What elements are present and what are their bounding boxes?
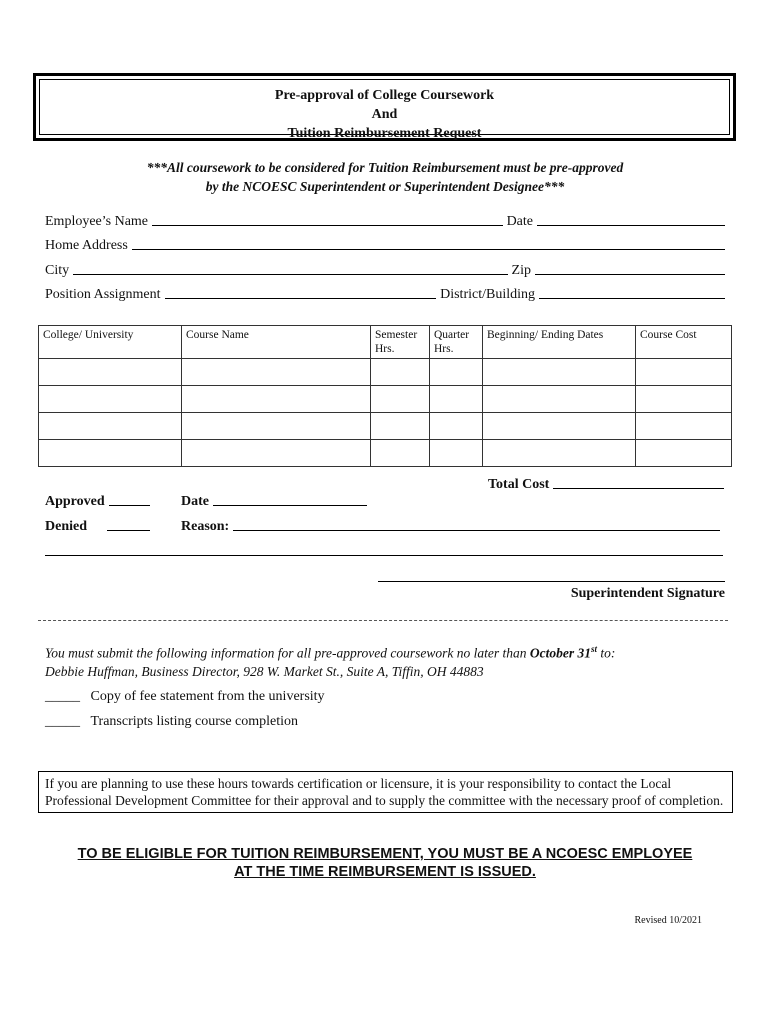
total-cost-field[interactable] (553, 487, 724, 489)
submission-text-post: to: (597, 645, 616, 661)
employee-name-field[interactable] (152, 224, 503, 226)
zip-field[interactable] (535, 273, 725, 275)
table-cell[interactable] (371, 413, 430, 440)
notice-line-1: ***All coursework to be considered for Tuition Reimbursement must be pre-approved (146, 160, 624, 175)
title-line-1: Pre-approval of College Coursework (274, 88, 495, 103)
checklist-item-fee (45, 689, 325, 705)
home-address-row (45, 234, 725, 254)
zip-label: Zip (511, 263, 531, 278)
eligibility-statement (40, 845, 730, 881)
reason-label: Reason: (181, 519, 230, 534)
table-cell[interactable] (39, 386, 182, 413)
date-field[interactable] (537, 224, 725, 226)
preapproval-notice (60, 158, 710, 196)
submission-deadline-sup: st (591, 644, 598, 654)
table-cell[interactable] (39, 413, 182, 440)
header-course-cost: Course Cost (636, 326, 732, 359)
approved-row (45, 490, 150, 510)
header-course-name: Course Name (182, 326, 371, 359)
signature-label: Superintendent Signature (570, 586, 725, 601)
employee-name-row (45, 210, 725, 230)
total-cost-label: Total Cost (488, 477, 550, 492)
employee-name-label: Employee’s Name (45, 214, 149, 229)
table-cell[interactable] (636, 386, 732, 413)
position-label: Position Assignment (45, 287, 161, 302)
eligibility-line-2: AT THE TIME REIMBURSEMENT IS ISSUED. (234, 864, 536, 880)
reason-field[interactable] (233, 529, 720, 531)
table-cell[interactable] (371, 386, 430, 413)
table-cell[interactable] (371, 359, 430, 386)
table-cell[interactable] (182, 359, 371, 386)
denied-label: Denied (45, 519, 87, 534)
table-cell[interactable] (483, 386, 636, 413)
table-cell[interactable] (39, 359, 182, 386)
header-quarter-hrs: Quarter Hrs. (430, 326, 483, 359)
submission-text-pre: You must submit the following information for all pre-approved coursework no later than (45, 645, 530, 661)
checklist-blank[interactable]: _____ (45, 689, 80, 704)
table-cell[interactable] (483, 359, 636, 386)
approved-field[interactable] (109, 504, 150, 506)
table-cell[interactable] (371, 440, 430, 467)
denied-field[interactable] (107, 529, 150, 531)
signature-line[interactable] (378, 581, 725, 582)
total-cost-row (488, 473, 724, 493)
eligibility-line-1: TO BE ELIGIBLE FOR TUITION REIMBURSEMENT, YOU MUST BE A NCOESC EMPLOYEE (77, 846, 693, 862)
table-cell[interactable] (182, 386, 371, 413)
district-label: District/Building (440, 287, 535, 302)
table-cell[interactable] (430, 386, 483, 413)
city-field[interactable] (73, 273, 507, 275)
denied-row (45, 515, 150, 535)
table-cell[interactable] (483, 440, 636, 467)
submission-instructions (45, 640, 735, 681)
table-cell[interactable] (182, 413, 371, 440)
checklist-item-transcripts (45, 714, 298, 730)
submission-address: Debbie Huffman, Business Director, 928 W. Market St., Suite A, Tiffin, OH 44883 (45, 663, 484, 679)
table-cell[interactable] (636, 440, 732, 467)
approval-date-row (181, 490, 367, 510)
header-semester-hrs: Semester Hrs. (371, 326, 430, 359)
city-label: City (45, 263, 70, 278)
submission-line-1 (45, 640, 735, 663)
title-box (33, 73, 736, 141)
position-field[interactable] (165, 297, 437, 299)
checklist-item-fee-label: Copy of fee statement from the university (90, 689, 325, 704)
table-cell[interactable] (430, 359, 483, 386)
title-line-3: Tuition Reimbursement Request (287, 126, 482, 141)
city-row (45, 259, 725, 279)
dashed-divider (38, 620, 728, 621)
submission-deadline: October 31 (529, 645, 592, 661)
course-table-header (39, 326, 732, 359)
date-label: Date (506, 214, 533, 229)
header-dates: Beginning/ Ending Dates (483, 326, 636, 359)
table-cell[interactable] (39, 440, 182, 467)
position-row (45, 283, 725, 303)
title-line-2: And (371, 107, 398, 122)
certification-note: If you are planning to use these hours towards certification or licensure, it is your responsibility to contact the Local Professional Development Committee for their approval and to supply the committee with the necessary proof of completion. (45, 776, 724, 808)
table-cell[interactable] (636, 413, 732, 440)
home-address-field[interactable] (132, 248, 725, 250)
table-cell[interactable] (430, 413, 483, 440)
reason-continuation-line[interactable] (45, 555, 723, 556)
table-cell[interactable] (483, 413, 636, 440)
table-cell[interactable] (182, 440, 371, 467)
table-row (39, 413, 732, 440)
approval-date-field[interactable] (213, 504, 367, 506)
title-inner (39, 79, 730, 141)
table-cell[interactable] (636, 359, 732, 386)
revision-date: Revised 10/2021 (634, 915, 702, 926)
table-row (39, 440, 732, 467)
course-table (38, 325, 732, 467)
home-address-label: Home Address (45, 238, 128, 253)
reason-row (181, 515, 720, 535)
approval-date-label: Date (181, 494, 209, 509)
notice-line-2: by the NCOESC Superintendent or Superintendent Designee*** (205, 179, 565, 194)
checklist-item-transcripts-label: Transcripts listing course completion (90, 714, 299, 729)
checklist-blank[interactable]: _____ (45, 714, 80, 729)
table-row (39, 386, 732, 413)
table-cell[interactable] (430, 440, 483, 467)
approved-label: Approved (45, 494, 105, 509)
certification-note-box (38, 771, 733, 813)
district-field[interactable] (539, 297, 725, 299)
table-row (39, 359, 732, 386)
header-college: College/ University (39, 326, 182, 359)
